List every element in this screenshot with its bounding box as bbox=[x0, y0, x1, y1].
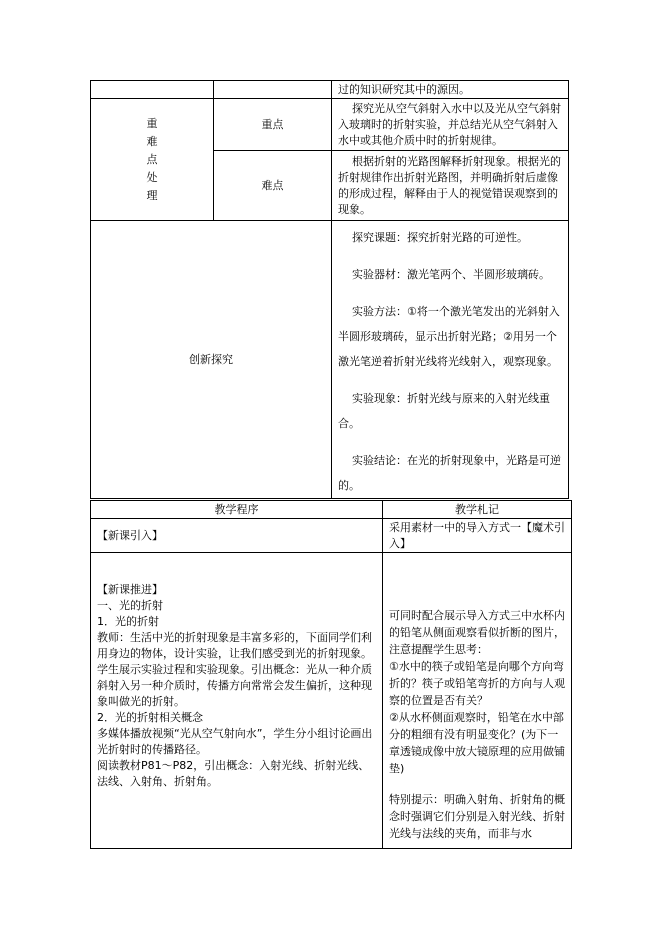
main-left-content bbox=[97, 582, 376, 790]
main-left-line: 1．光的折射 bbox=[97, 615, 159, 628]
main-left-cell bbox=[91, 553, 383, 849]
main-right-content bbox=[389, 607, 565, 842]
top-row-empty-2 bbox=[214, 81, 332, 99]
top-row-text: 过的知识研究其中的源因。 bbox=[332, 81, 569, 99]
difficult-point-text bbox=[332, 151, 569, 221]
section-label-text: 重 难 点 处 理 bbox=[146, 116, 158, 202]
difficult-point-label: 难点 bbox=[214, 151, 332, 221]
main-right-paragraph: ①水中的筷子或铅笔是向哪个方向弯折的？筷子或铅笔弯折的方向与人观察的位置是否有关？ bbox=[389, 660, 565, 707]
main-left-line: 教师：生活中光的折射现象是丰富多彩的，下面同学们利用身边的物体，设计实验，让我们感受到光的折射现象。 bbox=[97, 631, 372, 660]
intro-right: 采用素材一中的导入方式一【魔术引入】 bbox=[383, 519, 572, 553]
innovation-phenomenon: 实验现象：折射光线与原来的入射光线重合。 bbox=[338, 392, 550, 430]
key-point-label: 重点 bbox=[214, 99, 332, 151]
key-difficult-section-label bbox=[91, 99, 214, 221]
top-row-empty-1 bbox=[91, 81, 214, 99]
difficult-point-paragraph: 根据折射的光路图解释折射现象。根据光的折射规律作出折射光路图，并明确折射后虚像的形成过程，解释由于人的视觉错误观察到的现象。 bbox=[338, 154, 561, 216]
innovation-content bbox=[332, 221, 569, 499]
innovation-equipment: 实验器材：激光笔两个、半圆形玻璃砖。 bbox=[352, 268, 550, 281]
teaching-procedure-table bbox=[90, 500, 572, 849]
key-point-text bbox=[332, 99, 569, 151]
main-right-paragraph: ②从水杯侧面观察时，铅笔在水中部分的粗细有没有明显变化？(为下一章透镜成像中放大镜原理的应用做铺垫) bbox=[389, 711, 565, 775]
main-left-line: 阅读教材P81～P82，引出概念：入射光线、折射光线、法线、入射角、折射角。 bbox=[97, 759, 370, 788]
main-left-line: 【新课推进】 bbox=[97, 583, 163, 596]
innovation-conclusion: 实验结论：在光的折射现象中，光路是可逆的。 bbox=[338, 454, 561, 492]
main-left-line: 学生展示实验过程和实验现象。引出概念：光从一种介质斜射入另一种介质时，传播方向常常会发生偏折，这种现象叫做光的折射。 bbox=[97, 663, 372, 708]
header-teaching-notes: 教学札记 bbox=[383, 501, 572, 519]
main-left-line: 一、光的折射 bbox=[97, 599, 163, 612]
header-teaching-procedure: 教学程序 bbox=[91, 501, 383, 519]
innovation-method: 实验方法：①将一个激光笔发出的光斜射入半圆形玻璃砖，显示出折射光路；②用另一个激光笔逆着折射光线将光线射入，观察现象。 bbox=[338, 305, 560, 368]
main-right-paragraph: 特别提示：明确入射角、折射角的概念时强调它们分别是入射光线、折射光线与法线的夹角，而非与水 bbox=[389, 793, 565, 840]
intro-left: 【新课引入】 bbox=[91, 519, 383, 553]
innovation-label: 创新探究 bbox=[91, 221, 332, 499]
main-left-line: 2．光的折射相关概念 bbox=[97, 711, 203, 724]
lesson-plan-table-top bbox=[90, 80, 569, 499]
innovation-topic: 探究课题：探究折射光路的可逆性。 bbox=[352, 231, 528, 244]
main-left-line: 多媒体播放视频“光从空气射向水”，学生分小组讨论画出光折射时的传播路径。 bbox=[97, 727, 373, 756]
main-right-cell bbox=[383, 553, 572, 849]
main-right-paragraph: 可同时配合展示导入方式三中水杯内的铅笔从侧面观察看似折断的图片，注意提醒学生思考： bbox=[389, 609, 565, 656]
key-point-paragraph: 探究光从空气斜射入水中以及光从空气斜射入玻璃时的折射实验，并总结光从空气斜射入水中或其他介质中时的折射规律。 bbox=[338, 101, 561, 147]
